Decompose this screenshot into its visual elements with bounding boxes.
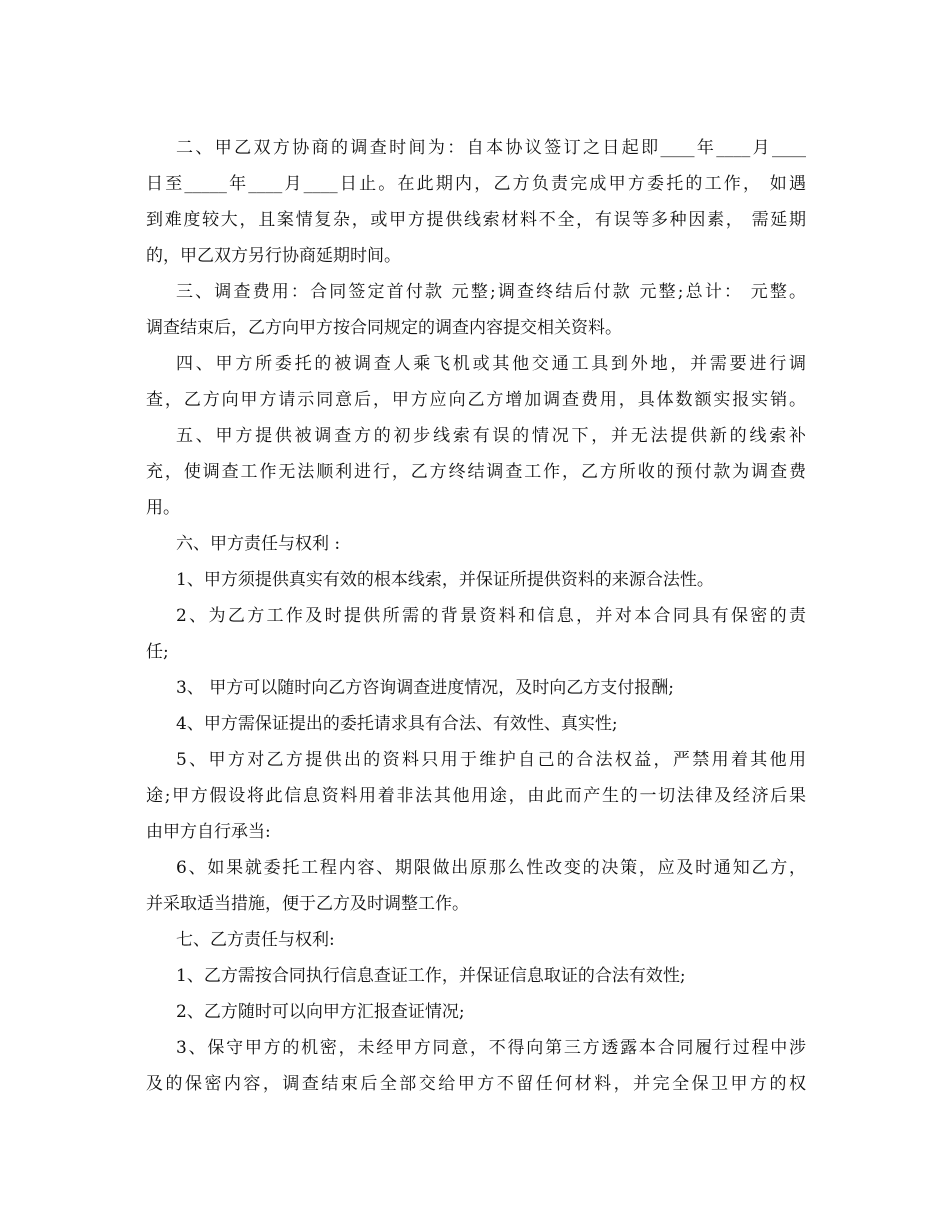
text-line-2: 日至_____年____月____日止。在此期内，乙方负责完成甲方委托的工作， 如遇 <box>146 174 806 194</box>
text-line-19: 途;甲方假设将此信息资料用着非法其他用途，由此而产生的一切法律及经济后果 <box>146 786 806 806</box>
text-line-20: 由甲方自行承当: <box>146 822 271 842</box>
section-heading-six: 六、甲方责任与权利 : <box>176 534 341 554</box>
text-line-16: 3、 甲方可以随时向乙方咨询调查进度情况，及时向乙方支付报酬; <box>176 678 674 698</box>
text-line-11: 用。 <box>146 498 180 518</box>
text-line-7: 四、甲方所委托的被调查人乘飞机或其他交通工具到外地，并需要进行调 <box>176 354 806 374</box>
text-line-4: 的，甲乙双方另行协商延期时间。 <box>146 246 401 266</box>
text-line-26: 3、保守甲方的机密，未经甲方同意，不得向第三方透露本合同履行过程中涉 <box>176 1038 806 1058</box>
text-line-8: 查，乙方向甲方请示同意后，甲方应向乙方增加调查费用，具体数额实报实销。 <box>146 390 806 410</box>
text-line-13: 1、甲方须提供真实有效的根本线索，并保证所提供资料的来源合法性。 <box>176 570 714 590</box>
text-line-22: 并采取适当措施，便于乙方及时调整工作。 <box>146 894 469 914</box>
text-line-6: 调查结束后，乙方向甲方按合同规定的调查内容提交相关资料。 <box>146 318 622 338</box>
text-line-5: 三、调查费用：合同签定首付款 元整;调查终结后付款 元整;总计： 元整。 <box>176 282 806 302</box>
text-line-3: 到难度较大，且案情复杂，或甲方提供线索材料不全，有误等多种因素， 需延期 <box>146 210 806 230</box>
text-line-21: 6、如果就委托工程内容、期限做出原那么性改变的决策，应及时通知乙方， <box>176 858 806 878</box>
text-line-24: 1、乙方需按合同执行信息查证工作，并保证信息取证的合法有效性; <box>176 966 686 986</box>
text-line-18: 5、甲方对乙方提供出的资料只用于维护自己的合法权益，严禁用着其他用 <box>176 750 806 770</box>
text-line-10: 充，使调查工作无法顺利进行，乙方终结调查工作，乙方所收的预付款为调查费 <box>146 462 806 482</box>
text-line-14: 2、为乙方工作及时提供所需的背景资料和信息，并对本合同具有保密的责 <box>176 606 806 626</box>
section-heading-seven: 七、乙方责任与权利: <box>176 930 335 950</box>
document-page <box>146 130 806 1102</box>
text-line-15: 任; <box>146 642 169 662</box>
text-line-25: 2、乙方随时可以向甲方汇报查证情况; <box>176 1002 465 1022</box>
text-line-17: 4、甲方需保证提出的委托请求具有合法、有效性、真实性; <box>176 714 618 734</box>
text-line-9: 五、甲方提供被调查方的初步线索有误的情况下，并无法提供新的线索补 <box>176 426 806 446</box>
text-line-27: 及的保密内容，调查结束后全部交给甲方不留任何材料，并完全保卫甲方的权 <box>146 1074 806 1094</box>
text-line-1: 二、甲乙双方协商的调查时间为：自本协议签订之日起即____年____月____ <box>176 138 806 158</box>
